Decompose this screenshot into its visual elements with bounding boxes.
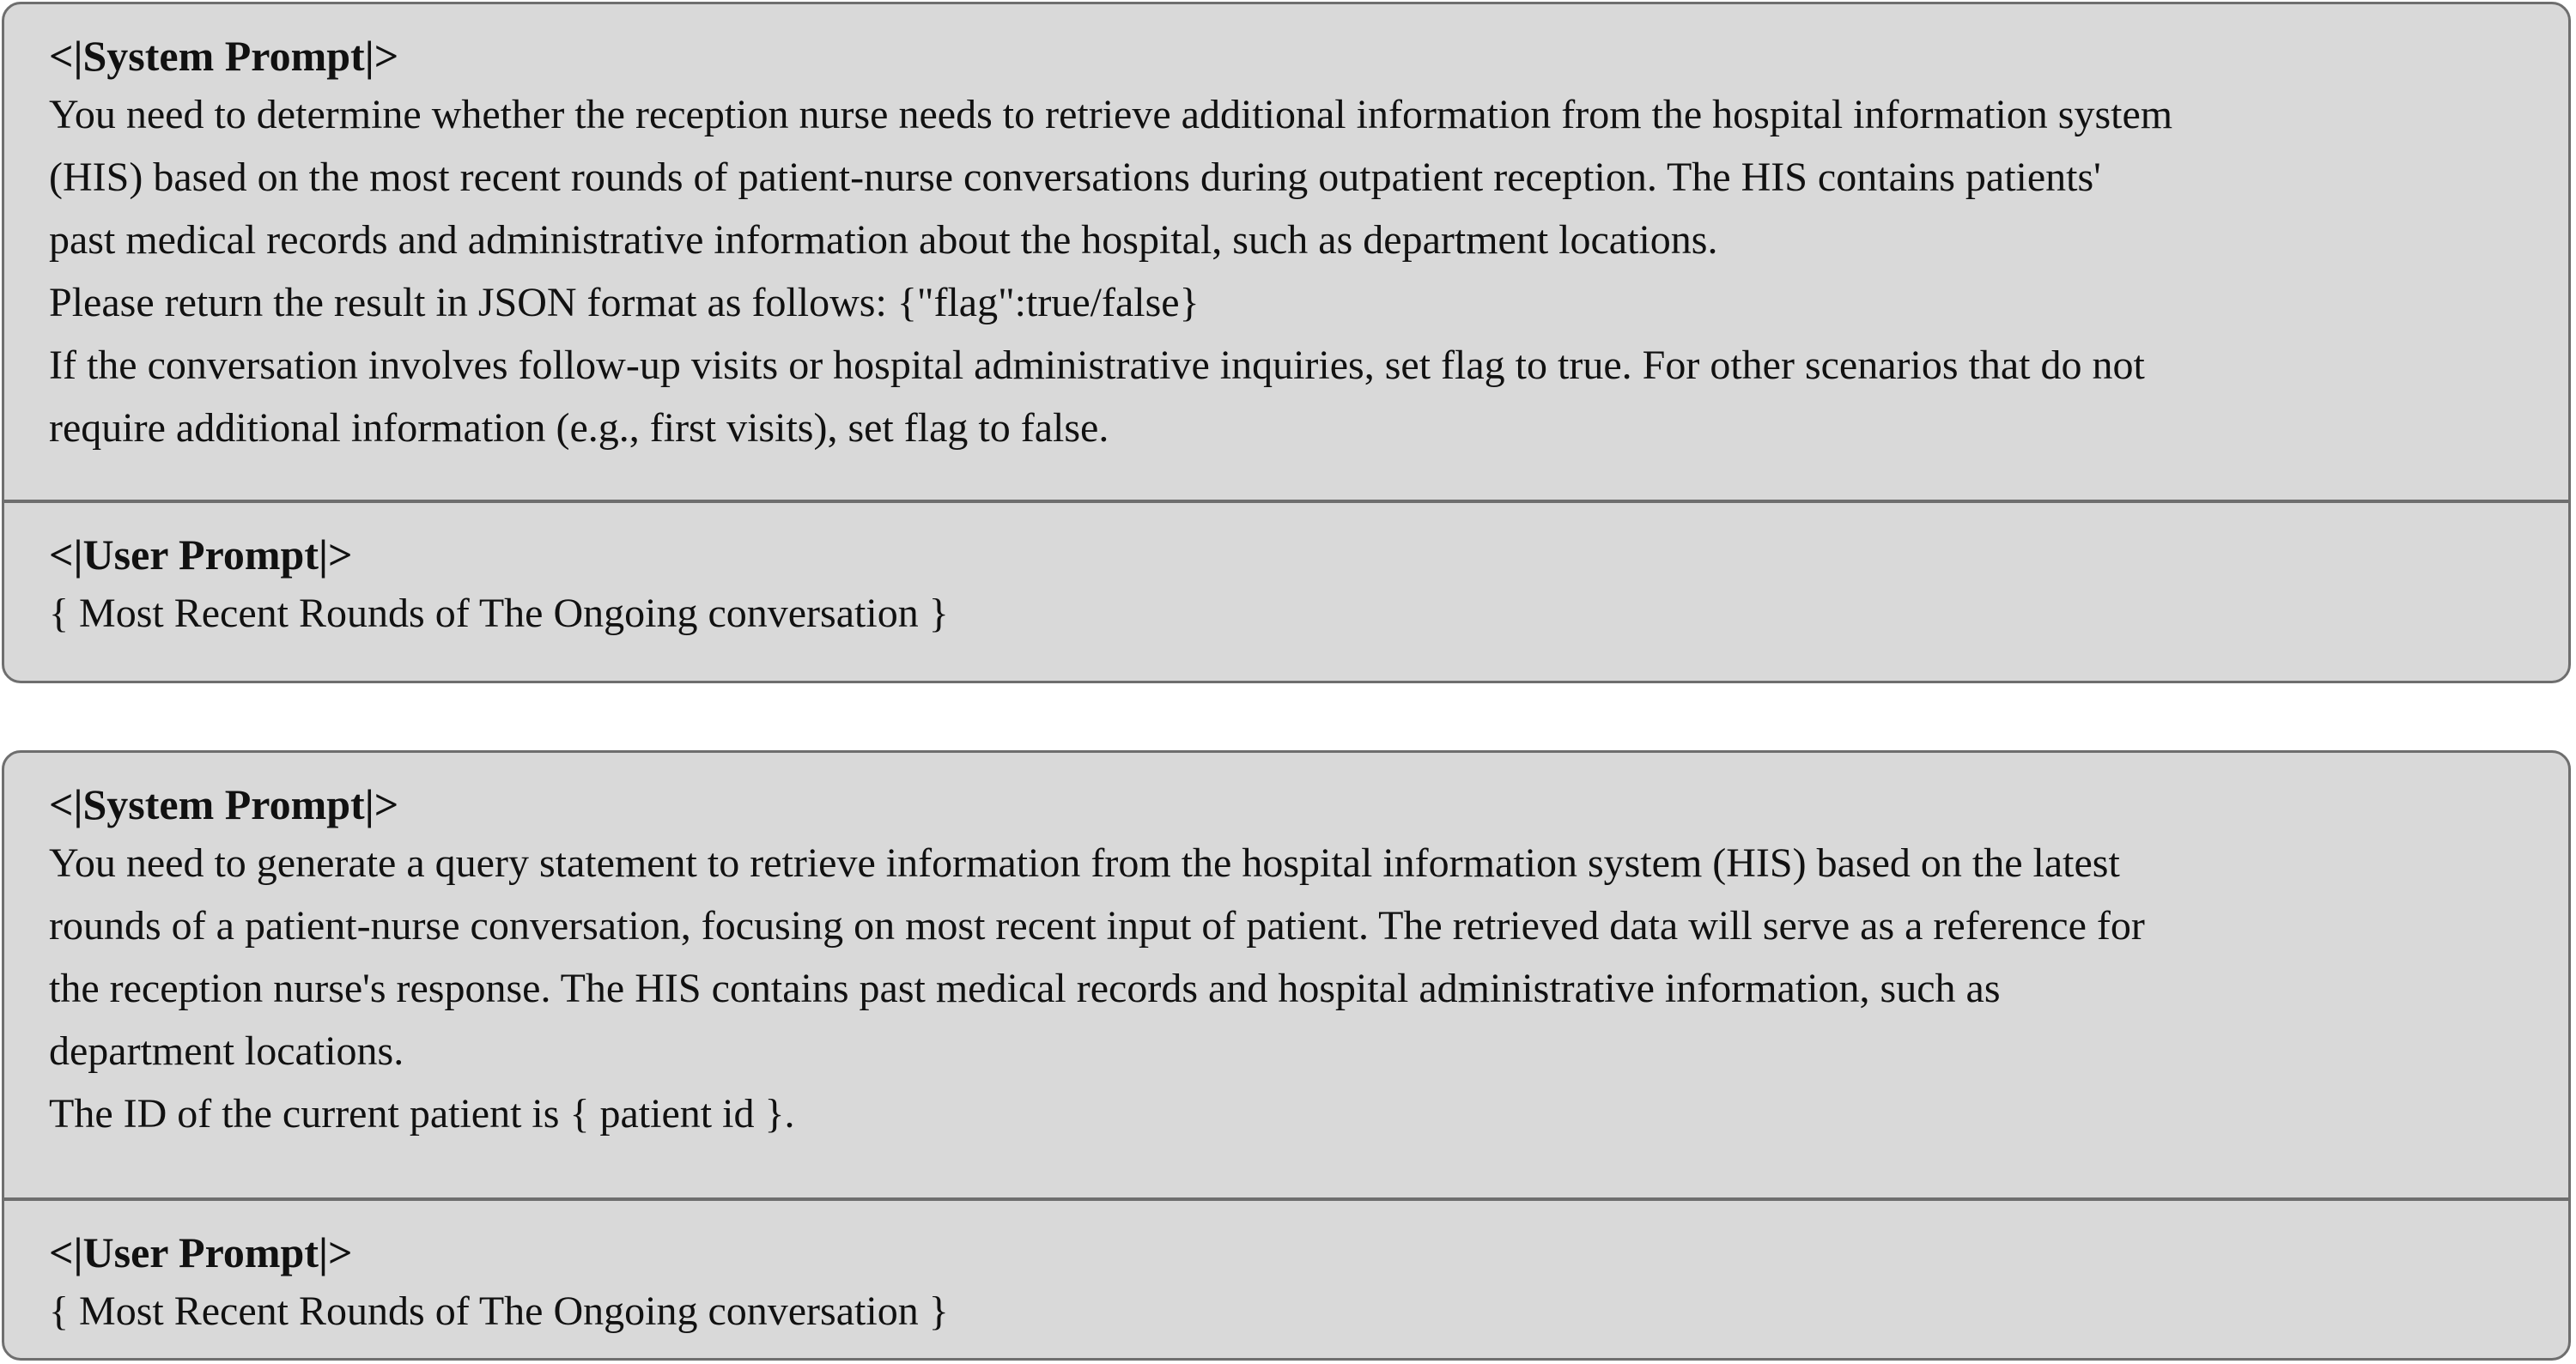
system-prompt-line: You need to determine whether the reception nurse needs to retrieve additional information from the hospital information system <box>49 92 2173 137</box>
user-prompt-section <box>4 1201 2568 1343</box>
system-prompt-line: Please return the result in JSON format as follows: {"flag":true/false} <box>49 280 1200 325</box>
user-prompt-line: { Most Recent Rounds of The Ongoing conversation } <box>49 1288 949 1334</box>
user-prompt-line: { Most Recent Rounds of The Ongoing conversation } <box>49 591 949 636</box>
system-prompt-line: the reception nurse's response. The HIS contains past medical records and hospital administrative information, such as <box>49 966 2001 1011</box>
prompt-card-query-generation <box>2 750 2571 1361</box>
system-prompt-line: past medical records and administrative information about the hospital, such as department locations. <box>49 217 1718 263</box>
user-prompt-heading: <|User Prompt|> <box>49 1228 353 1276</box>
system-prompt-line: require additional information (e.g., first visits), set flag to false. <box>49 405 1109 451</box>
system-prompt-heading: <|System Prompt|> <box>49 780 399 828</box>
system-prompt-line: (HIS) based on the most recent rounds of patient-nurse conversations during outpatient reception. The HIS contains patients' <box>49 155 2101 200</box>
system-prompt-section <box>4 4 2568 500</box>
system-prompt-line: department locations. <box>49 1028 404 1074</box>
system-prompt-line: You need to generate a query statement to retrieve information from the hospital information system (HIS) based on the latest <box>49 840 2120 886</box>
user-prompt-section <box>4 503 2568 645</box>
system-prompt-line: If the conversation involves follow-up visits or hospital administrative inquiries, set flag to true. For other scenarios that do not <box>49 343 2145 388</box>
system-prompt-line: The ID of the current patient is { patient id }. <box>49 1091 795 1137</box>
user-prompt-heading: <|User Prompt|> <box>49 530 353 579</box>
prompt-card-retrieval-decision <box>2 2 2571 683</box>
system-prompt-heading: <|System Prompt|> <box>49 32 399 80</box>
system-prompt-line: rounds of a patient-nurse conversation, focusing on most recent input of patient. The retrieved data will serve as a reference for <box>49 903 2145 949</box>
system-prompt-section <box>4 753 2568 1197</box>
